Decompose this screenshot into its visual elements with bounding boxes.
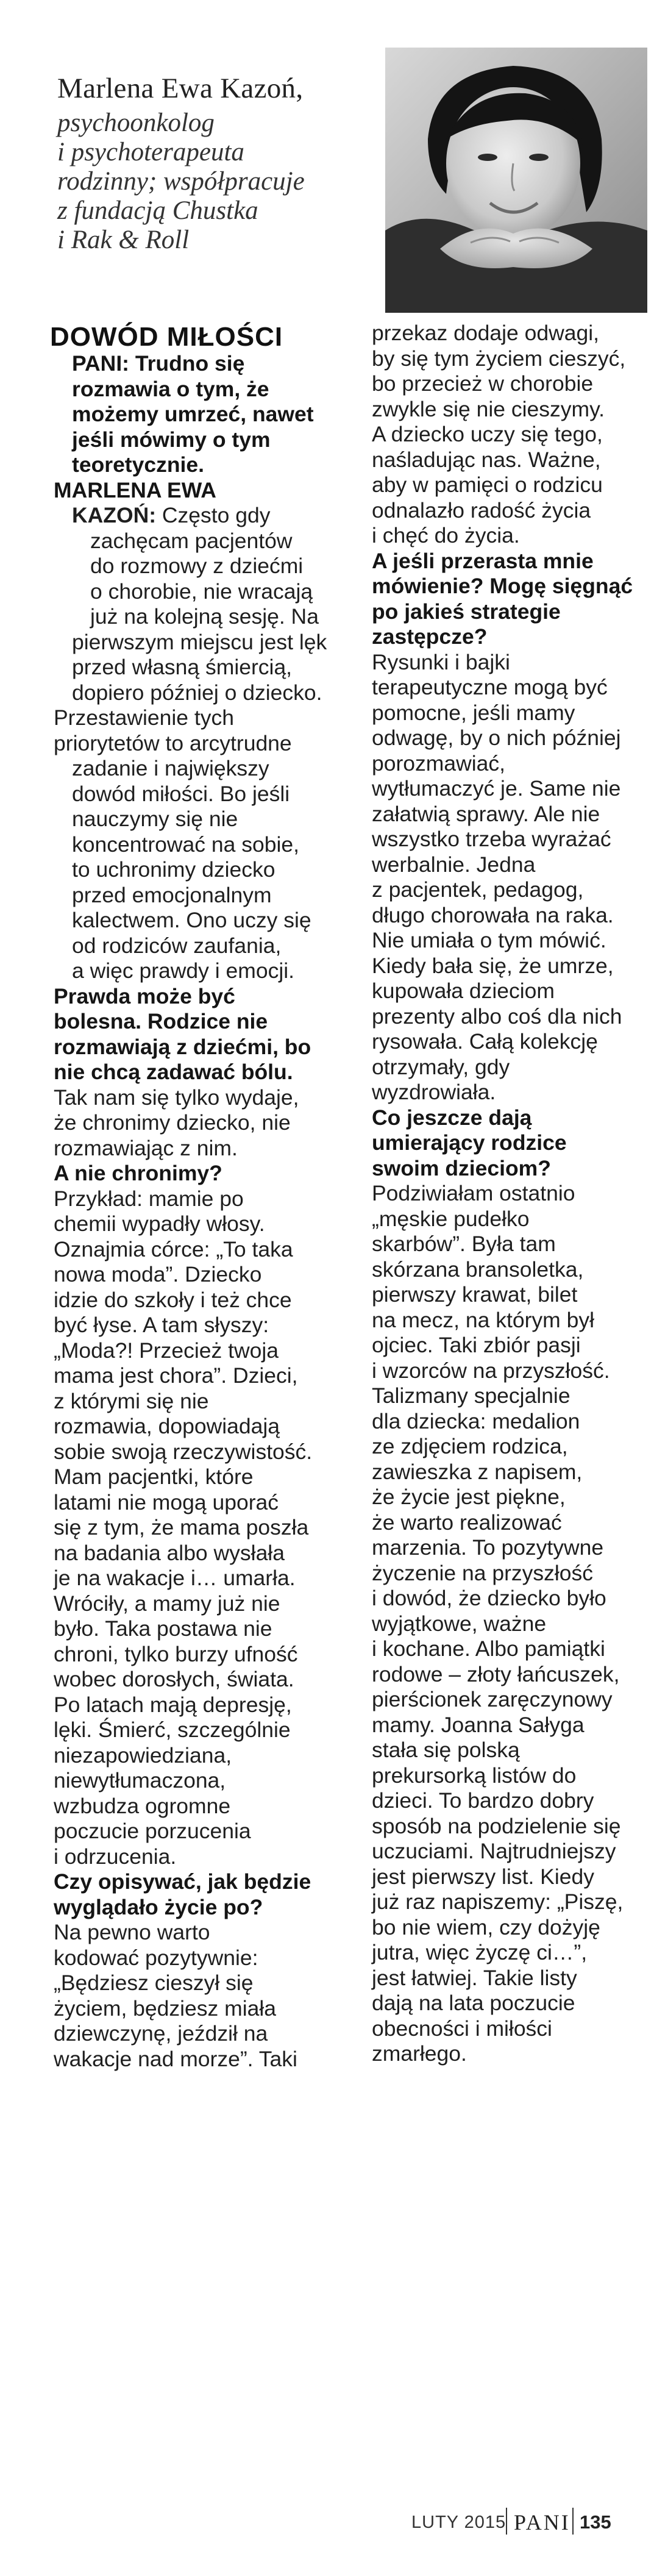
answer-line: aby w pamięci o rodzicu [372,473,603,497]
answer-line: pomocne, jeśli mamy [372,700,575,725]
answer-line: bo nie wiem, czy dożyję [372,1914,600,1939]
answer-line: wobec dorosłych, świata. [54,1667,294,1691]
answer-line: na badania albo wysłała [54,1540,285,1565]
answer-line: prezenty albo coś dla nich [372,1004,622,1029]
answer-line: na mecz, na którym był [372,1307,594,1332]
answer-line: rozmawiając z nim. [54,1135,238,1160]
answer-line: by się tym życiem cieszyć, [372,346,626,371]
answer-line: lęki. Śmierć, szczególnie [54,1718,291,1742]
issue-date: LUTY 2015 [411,2513,506,2532]
answer-line: już na kolejną sesję. Na [90,604,319,629]
footer-divider [572,2508,574,2535]
answer-line: było. Taka postawa nie [54,1616,272,1641]
answer-line: z którymi się nie [54,1388,209,1413]
answer-line: Talizmany specjalnie [372,1383,570,1408]
question-line: rozmawia o tym, że [72,376,269,401]
question-line: umierający rodzice [372,1130,567,1155]
answer-line: Po latach mają depresję, [54,1692,292,1717]
answer-line: się z tym, że mama poszła [54,1515,309,1540]
answer-line: Przestawienie tych [54,705,234,730]
answer-line: naśladując nas. Ważne, [372,447,601,472]
answer-line: idzie do szkoły i też chce [54,1287,292,1312]
answer-line: sobie swoją rzeczywistość. [54,1439,313,1464]
answer-line: niewytłumaczona, [54,1768,226,1793]
answer-line: mamy. Joanna Sałyga [372,1712,585,1737]
answer-line: Oznajmia córce: „To taka [54,1236,293,1261]
answer-line: i kochane. Albo pamiątki [372,1636,605,1661]
answer-line: wyzdrowiała. [372,1080,496,1104]
answer-line: stała się polską [372,1738,520,1762]
question-line: MARLENA EWA [54,477,216,502]
answer-line: kupowała dzieciom [372,979,555,1003]
answer-line: kalectwem. Ono uczy się [72,908,311,932]
answer-line: odnalazło radość życia [372,498,591,523]
question-line: Czy opisywać, jak będzie [54,1869,311,1894]
question-line: Prawda może być [54,983,235,1008]
answer-line: porozmawiać, [372,751,505,776]
answer-line: a więc prawdy i emocji. [72,958,294,983]
answer-line: terapeutyczne mogą być [372,675,608,699]
answer-line: rodowe – złoty łańcuszek, [372,1661,620,1686]
answer-line: przekaz dodaje odwagi, [372,321,599,345]
author-description [57,109,399,255]
answer-line: koncentrować na sobie, [72,832,299,857]
answer-line: życiem, będziesz miała [54,1996,276,2021]
answer-line: zawieszka z napisem, [372,1459,583,1484]
answer-line: zachęcam pacjentów [90,528,293,553]
answer-line: już raz napiszemy: „Piszę, [372,1889,624,1914]
answer-line: marzenia. To pozytywne [372,1535,604,1560]
question-line: Co jeszcze dają [372,1105,532,1130]
page-footer [411,2508,643,2538]
answer-line: zmarłego. [372,2041,467,2066]
answer-line: przed własną śmiercią, [72,655,293,679]
question-line: PANI: Trudno się [72,351,245,376]
answer-line: prekursorką listów do [372,1763,577,1788]
answer-line: wytłumaczyć je. Same nie [372,776,621,801]
answer-line: że warto realizować [372,1510,562,1535]
answer-line: nauczymy się nie [72,807,238,831]
answer-line: mama jest chora”. Dzieci, [54,1363,298,1388]
question-line: teoretycznie. [72,452,205,477]
question-line: zastępcze? [372,624,488,649]
page-number: 135 [580,2511,611,2533]
answer-line: do rozmowy z dziećmi [90,554,304,578]
author-role-line: i psychoterapeuta [57,138,244,166]
answer-line: skarbów”. Była tam [372,1232,556,1256]
answer-line: zadanie i największy [72,756,269,780]
author-role-line: i Rak & Roll [57,226,190,254]
author-portrait-photo [385,48,647,313]
answer-line: pierścionek zaręczynowy [372,1687,613,1711]
answer-line: długo chorowała na raka. [372,902,614,927]
answer-line: i wzorców na przyszłość. [372,1358,610,1383]
answer-line: wyjątkowe, ważne [372,1611,547,1636]
answer-line: dowód miłości. Bo jeśli [72,781,290,806]
answer-line: Nie umiała o tym mówić. [372,928,606,952]
answer-line: ojciec. Taki zbiór pasji [372,1333,581,1357]
answer-line: priorytetów to arcytrudne [54,730,292,755]
answer-line: z pacjentek, pedagog, [372,877,584,902]
answer-line: dopiero później o dziecko. [72,680,322,705]
answer-line: jutra, więc życzę ci…”, [372,1940,588,1964]
answer-line: Wróciły, a mamy już nie [54,1591,280,1616]
question-line: A jeśli przerasta mnie [372,548,594,573]
answer-line: rysowała. Całą kolekcję [372,1029,598,1054]
answer-line: Mam pacjentki, które [54,1465,254,1489]
answer-text: Często gdy [156,503,271,527]
answer-line [54,503,334,529]
speaker-tag: KAZOŃ: [72,503,157,527]
article-column-right [372,321,634,2067]
author-role-line: rodzinny; współpracuje [57,167,305,196]
answer-line: Na pewno warto [54,1920,210,1944]
answer-line: nowa moda”. Dziecko [54,1262,262,1286]
answer-line: załatwią sprawy. Ale nie [372,801,600,826]
answer-line: niezapowiedziana, [54,1743,232,1768]
answer-line: dają na lata poczucie [372,1991,575,2015]
answer-line: werbalnie. Jedna [372,852,536,877]
answer-line: Przykład: mamie po [54,1186,244,1211]
answer-line: uczuciami. Najtrudniejszy [372,1839,616,1863]
question-line: wyglądało życie po? [54,1894,263,1919]
answer-line: i chęć do życia. [372,523,520,548]
answer-line: dla dziecka: medalion [372,1408,580,1433]
answer-line: chroni, tylko burzy ufność [54,1641,298,1666]
answer-line: A dziecko uczy się tego, [372,422,603,446]
answer-line: że życie jest piękne, [372,1485,566,1509]
answer-line: obecności i miłości [372,2016,552,2041]
answer-line: kodować pozytywnie: [54,1945,258,1970]
answer-line: pierwszy krawat, bilet [372,1282,578,1307]
answer-line: zwykle się nie cieszymy. [372,396,605,421]
answer-line: sposób na podzielenie się [372,1813,621,1838]
question-line: A nie chronimy? [54,1161,222,1185]
answer-line: „Moda?! Przecież twoja [54,1338,279,1363]
question-line: rozmawiają z dziećmi, bo [54,1034,311,1059]
answer-line: odwagę, by o nich później [372,726,621,750]
article-title: DOWÓD MIŁOŚCI [50,322,283,352]
footer-divider [506,2508,507,2535]
answer-line: i odrzucenia. [54,1844,177,1869]
answer-line: jest łatwiej. Takie listy [372,1965,577,1990]
answer-line: skórzana bransoletka, [372,1257,584,1282]
answer-line: dziewczynę, jeździł na [54,2021,268,2046]
answer-line: to uchronimy dziecko [72,857,275,882]
answer-line: rozmawia, dopowiadają [54,1414,280,1438]
answer-line: chemii wypadły włosy. [54,1211,265,1236]
answer-line: o chorobie, nie wracają [90,579,313,604]
answer-line: Rysunki i bajki [372,649,510,674]
answer-line: ze zdjęciem rodzica, [372,1434,568,1458]
answer-line: przed emocjonalnym [72,882,272,907]
answer-line: otrzymały, gdy [372,1054,510,1079]
answer-line: „męskie pudełko [372,1206,530,1231]
answer-line: być łyse. A tam słyszy: [54,1313,269,1337]
author-header [44,48,647,313]
answer-line: Kiedy bała się, że umrze, [372,953,614,978]
answer-line: wzbudza ogromne [54,1793,231,1818]
answer-line: od rodziców zaufania, [72,933,282,958]
answer-line: jest pierwszy list. Kiedy [372,1864,594,1889]
answer-line: Tak nam się tylko wydaje, [54,1085,299,1110]
question-line: po jakieś strategie [372,599,561,624]
answer-line: bo przecież w chorobie [372,371,594,396]
answer-line: „Będziesz cieszył się [54,1971,254,1995]
question-line: swoim dzieciom? [372,1155,551,1180]
author-name: Marlena Ewa Kazoń, [57,73,304,104]
answer-line: i dowód, że dziecko było [372,1586,606,1610]
answer-line: wszystko trzeba wyrażać [372,827,611,851]
answer-line: je na wakacje i… umarła. [54,1566,296,1590]
author-role-line: psychoonkolog [57,109,215,137]
answer-line: życzenie na przyszłość [372,1560,594,1585]
answer-line: wakacje nad morze”. Taki [54,2046,297,2071]
answer-line: latami nie mogą uporać [54,1490,279,1515]
question-line: jeśli mówimy o tym [72,427,271,452]
answer-line: poczucie porzucenia [54,1819,251,1843]
author-role-line: z fundacją Chustka [57,196,258,225]
question-line: nie chcą zadawać bólu. [54,1060,293,1084]
answer-line: dzieci. To bardzo dobry [372,1788,594,1813]
magazine-name: PANI [514,2510,570,2535]
article-column-left [54,351,334,2072]
answer-line: że chronimy dziecko, nie [54,1110,291,1135]
question-line: mówienie? Mogę sięgnąć [372,574,633,598]
question-line: bolesna. Rodzice nie [54,1009,268,1033]
question-line: możemy umrzeć, nawet [72,402,314,426]
answer-line: pierwszym miejscu jest lęk [72,629,327,654]
answer-line: Podziwiałam ostatnio [372,1181,575,1205]
